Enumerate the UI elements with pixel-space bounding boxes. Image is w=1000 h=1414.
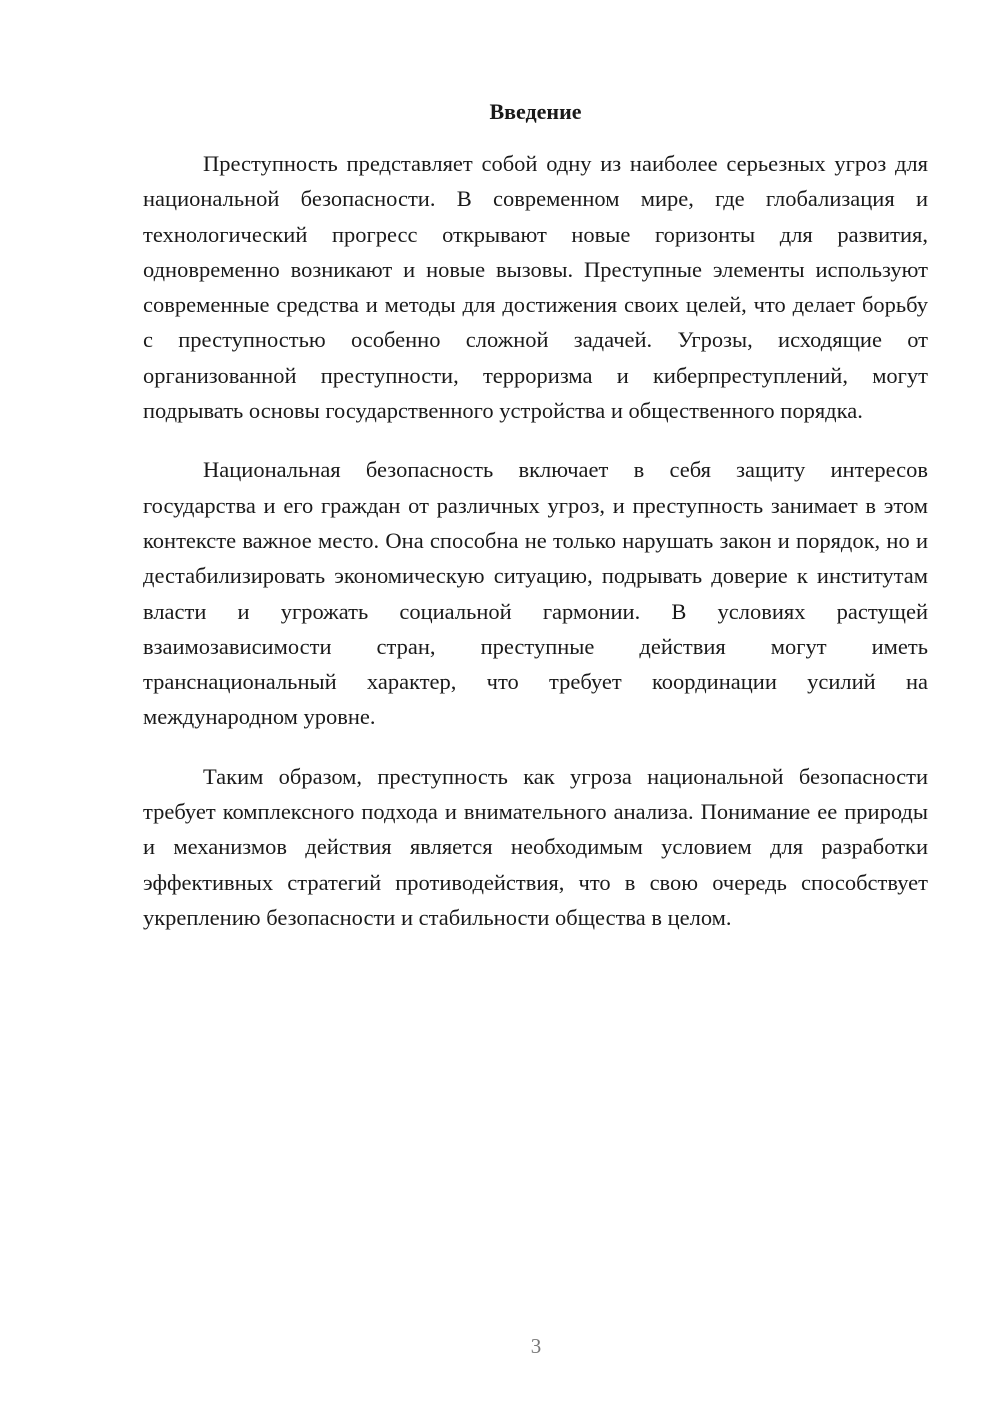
section-title: Введение (489, 99, 582, 124)
paragraph-1: Преступность представляет собой одну из наиболее серьезных угроз для национальной безопасности. В современном мире, где глобализация и технологический прогресс открывают новые горизонты для развития, одновременно возникают и новые вызовы. Преступные элементы используют современные средства и методы для достижения своих целей, что делает борьбу с преступностью особенно сложной задачей. Угрозы, исходящие от организованной преступности, терроризма и киберпреступлений, могут подрывать основы государственного устройства и общественного порядка. (143, 151, 928, 424)
paragraph-2: Национальная безопасность включает в себя защиту интересов государства и его граждан от различных угроз, и преступность занимает в этом контексте важное место. Она способна не только нарушать закон и порядок, но и дестабилизировать экономическую ситуацию, подрывать доверие к институтам власти и угрожать социальной гармонии. В условиях растущей взаимозависимости стран, преступные действия могут иметь транснациональный характер, что требует координации усилий на международном уровне. (143, 457, 928, 730)
page-number: 3 (530, 1334, 542, 1358)
paragraph-3: Таким образом, преступность как угроза национальной безопасности требует комплексного подхода и внимательного анализа. Понимание ее природы и механизмов действия является необходимым условием для разработки эффективных стратегий противодействия, что в свою очередь способствует укреплению безопасности и стабильности общества в целом. (143, 763, 928, 930)
body-text (143, 146, 928, 935)
